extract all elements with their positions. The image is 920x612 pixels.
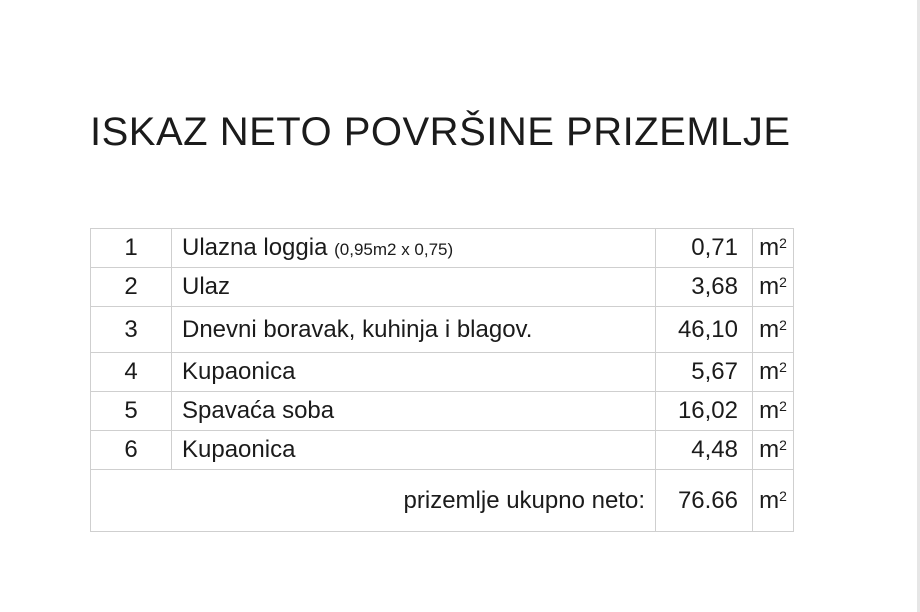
area-unit: $m^2$ (753, 268, 794, 307)
area-unit: $m^2$ (753, 431, 794, 470)
area-unit: $m^2$ (753, 392, 794, 431)
area-table (90, 228, 794, 532)
table-row (91, 307, 794, 353)
total-unit: $m^2$ (753, 470, 794, 532)
area-value: 0,71 (656, 229, 753, 268)
room-note: (0,95m2 x 0,75) (334, 240, 454, 259)
table-row (91, 392, 794, 431)
row-number: 6 (91, 431, 172, 470)
room-name: Kupaonica (172, 353, 656, 392)
room-name-cell (172, 229, 656, 268)
row-number: 1 (91, 229, 172, 268)
total-label: prizemlje ukupno neto: (91, 470, 656, 532)
area-value: 5,67 (656, 353, 753, 392)
room-name: Ulazna loggia (182, 234, 328, 261)
room-name: Kupaonica (172, 431, 656, 470)
total-value: 76.66 (656, 470, 753, 532)
table-row (91, 268, 794, 307)
area-value: 16,02 (656, 392, 753, 431)
room-name: Ulaz (172, 268, 656, 307)
row-number: 4 (91, 353, 172, 392)
document-title: ISKAZ NETO POVRŠINE PRIZEMLJE (90, 110, 791, 154)
area-value: 4,48 (656, 431, 753, 470)
table-row (91, 229, 794, 268)
area-value: 3,68 (656, 268, 753, 307)
table-row (91, 431, 794, 470)
area-unit: $m^2$ (753, 307, 794, 353)
room-name: Spavaća soba (172, 392, 656, 431)
area-unit: $m^2$ (753, 353, 794, 392)
area-unit: $m^2$ (753, 229, 794, 268)
table-row (91, 353, 794, 392)
total-row (91, 470, 794, 532)
row-number: 2 (91, 268, 172, 307)
room-name: Dnevni boravak, kuhinja i blagov. (172, 307, 656, 353)
row-number: 3 (91, 307, 172, 353)
row-number: 5 (91, 392, 172, 431)
area-value: 46,10 (656, 307, 753, 353)
